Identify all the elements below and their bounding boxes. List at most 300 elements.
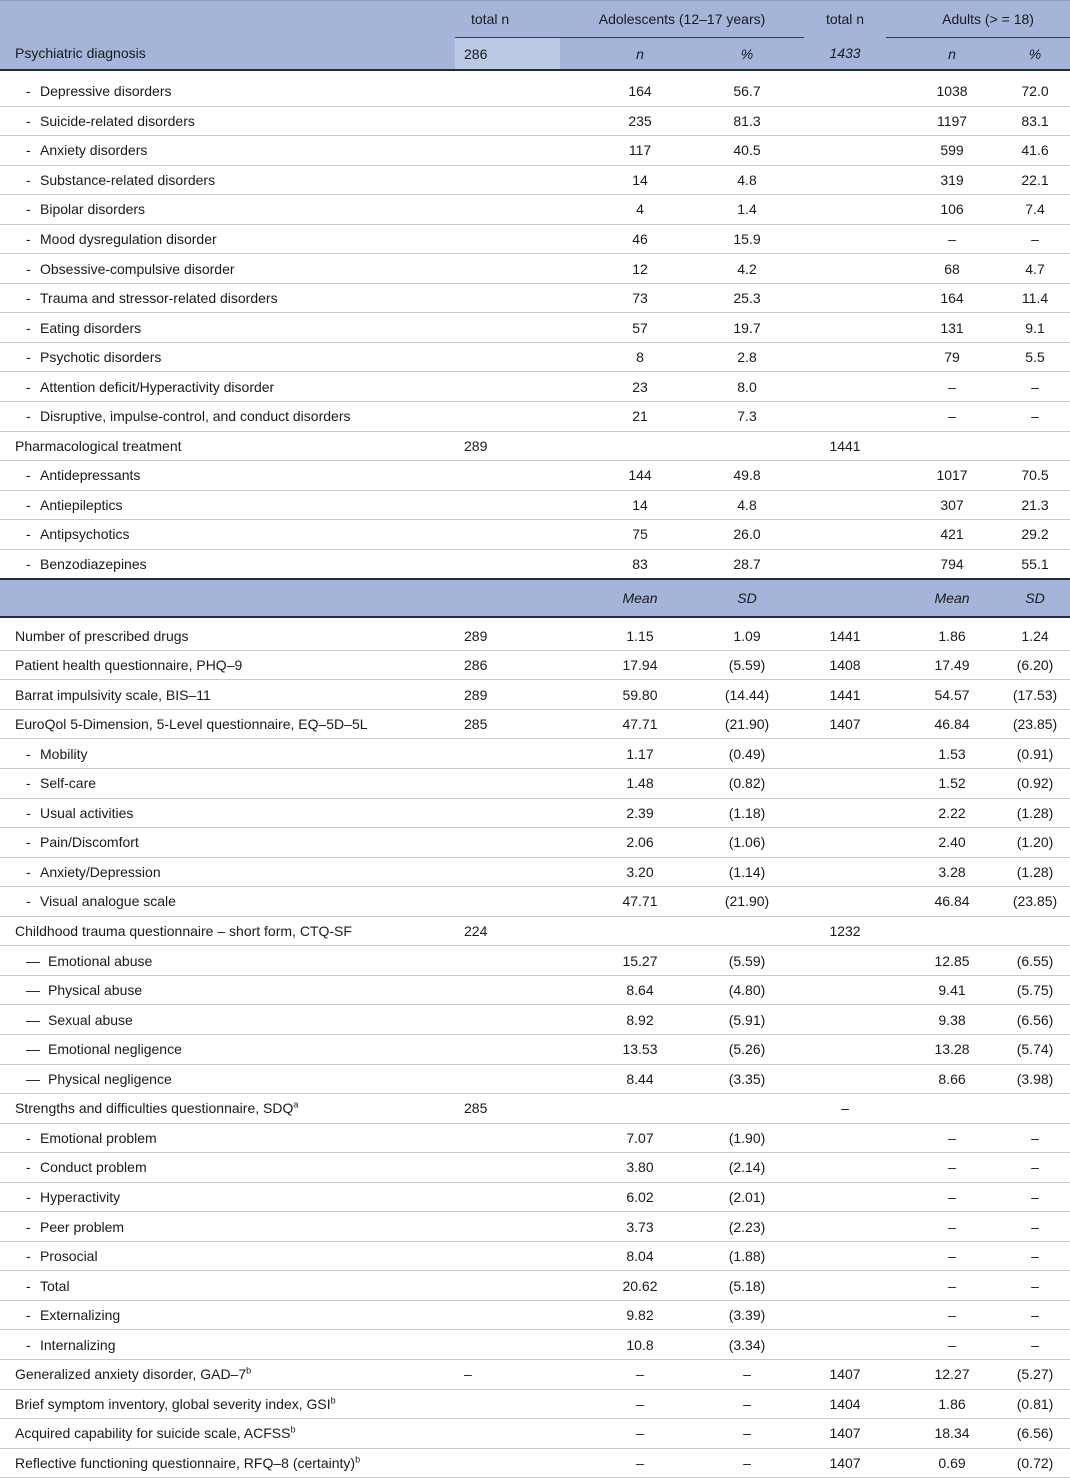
scale-label-text: Strengths and difficulties questionnaire, SDQ <box>15 1100 294 1117</box>
adult-scale-row <box>0 1419 1070 1449</box>
adolescent-mean: 3.73 <box>560 1212 660 1242</box>
adolescent-total-cell <box>455 887 560 917</box>
header-adult-n: n <box>886 38 998 71</box>
adult-total: 1407 <box>804 1448 886 1478</box>
eq5d-item-row <box>0 828 1070 858</box>
adult-total-cell <box>804 828 886 858</box>
empty-cell <box>804 579 886 617</box>
adolescent-mean: 1.48 <box>560 769 660 799</box>
adolescent-pct: 4.2 <box>660 254 804 284</box>
diagnosis-label: - Substance-related disorders <box>0 165 455 195</box>
adolescent-mean: – <box>560 1359 660 1389</box>
diagnosis-label: - Obsessive-compulsive disorder <box>0 254 455 284</box>
adult-mean: – <box>886 1330 998 1360</box>
item-label: — Sexual abuse <box>0 1005 455 1035</box>
adolescent-total-cell <box>455 195 560 225</box>
adult-pct: 5.5 <box>998 342 1070 372</box>
item-label: - Anxiety/Depression <box>0 857 455 887</box>
adolescent-sd: (3.35) <box>660 1064 804 1094</box>
pharma-row <box>0 520 1070 550</box>
adult-mean: 13.28 <box>886 1034 998 1064</box>
adolescent-pct: 40.5 <box>660 136 804 166</box>
adult-total-cell <box>804 1241 886 1271</box>
adult-sd: (6.20) <box>998 650 1070 680</box>
mean-sd-subheader-row <box>0 579 1070 617</box>
empty-cell <box>886 431 998 461</box>
empty-cell <box>660 916 804 946</box>
adolescent-mean: 9.82 <box>560 1300 660 1330</box>
adult-n: 106 <box>886 195 998 225</box>
adolescent-sd: – <box>660 1419 804 1449</box>
scale-label-text: EuroQol 5-Dimension, 5-Level questionnaire, EQ–5D–5L <box>15 716 368 733</box>
adult-total: – <box>804 1094 886 1124</box>
adolescent-sd: (2.14) <box>660 1153 804 1183</box>
header-adults: Adults (> = 18) <box>886 1 1070 38</box>
adult-mean: 17.49 <box>886 650 998 680</box>
adolescent-total-cell <box>455 283 560 313</box>
adult-mean: 2.40 <box>886 828 998 858</box>
adolescent-total-cell <box>455 549 560 579</box>
adolescent-total-cell <box>455 1123 560 1153</box>
footnote-marker: b <box>330 1395 336 1406</box>
adolescent-sd-header: SD <box>660 579 804 617</box>
adult-n: 131 <box>886 313 998 343</box>
adolescent-mean: 17.94 <box>560 650 660 680</box>
adolescent-mean: 1.17 <box>560 739 660 769</box>
adult-total-cell <box>804 1034 886 1064</box>
adolescent-total-cell <box>455 1300 560 1330</box>
adult-sd: (6.56) <box>998 1419 1070 1449</box>
pharma-item-label: - Antiepileptics <box>0 490 455 520</box>
adolescent-mean: 6.02 <box>560 1182 660 1212</box>
sdq-item-row <box>0 1330 1070 1360</box>
adolescent-total-cell <box>455 1034 560 1064</box>
diagnosis-row <box>0 283 1070 313</box>
item-label: - Hyperactivity <box>0 1182 455 1212</box>
adult-total-cell <box>804 1153 886 1183</box>
adolescent-total: 289 <box>455 680 560 710</box>
header-adult-pct: % <box>998 38 1070 71</box>
adolescent-mean: 59.80 <box>560 680 660 710</box>
ctq-item-row <box>0 1005 1070 1035</box>
adolescent-total-cell <box>455 136 560 166</box>
adult-total-cell <box>804 739 886 769</box>
adult-mean: 46.84 <box>886 709 998 739</box>
adolescent-mean: 8.04 <box>560 1241 660 1271</box>
adult-mean: 9.41 <box>886 975 998 1005</box>
adult-pct: 22.1 <box>998 165 1070 195</box>
adult-total: 1441 <box>804 680 886 710</box>
adult-mean: – <box>886 1300 998 1330</box>
adult-total-cell <box>804 402 886 432</box>
header-total-n-adolescents: total n <box>455 1 560 38</box>
empty-cell <box>560 916 660 946</box>
diagnosis-row <box>0 195 1070 225</box>
adolescent-total-cell <box>455 520 560 550</box>
adolescent-pct: 4.8 <box>660 490 804 520</box>
adult-mean: – <box>886 1123 998 1153</box>
header-total-n-adults: total n <box>804 1 886 38</box>
scale-label <box>0 916 455 946</box>
adult-n: – <box>886 372 998 402</box>
adult-sd: – <box>998 1182 1070 1212</box>
adolescent-n: 73 <box>560 283 660 313</box>
adult-total-cell <box>804 549 886 579</box>
adult-mean: 0.69 <box>886 1448 998 1478</box>
adult-sd: (6.55) <box>998 946 1070 976</box>
pharma-adult-total: 1441 <box>804 431 886 461</box>
diagnosis-row <box>0 77 1070 106</box>
adolescent-pct: 19.7 <box>660 313 804 343</box>
adolescent-total-cell <box>455 1064 560 1094</box>
scale-label-text: Reflective functioning questionnaire, RFQ–8 (certainty) <box>15 1454 356 1471</box>
diagnosis-label: - Eating disorders <box>0 313 455 343</box>
adolescent-total: 285 <box>455 709 560 739</box>
pharma-row <box>0 461 1070 491</box>
eq5d-row <box>0 709 1070 739</box>
scale-label-text: Barrat impulsivity scale, BIS–11 <box>15 686 211 703</box>
adult-mean: 1.53 <box>886 739 998 769</box>
pharma-item-label: - Antipsychotics <box>0 520 455 550</box>
adolescent-pct: 15.9 <box>660 224 804 254</box>
adult-total: 1232 <box>804 916 886 946</box>
adult-total-cell <box>804 372 886 402</box>
diagnosis-label: - Depressive disorders <box>0 77 455 106</box>
item-label: - Visual analogue scale <box>0 887 455 917</box>
diagnosis-label: - Bipolar disorders <box>0 195 455 225</box>
adolescent-n: 57 <box>560 313 660 343</box>
diagnosis-row <box>0 254 1070 284</box>
adult-total-cell <box>804 769 886 799</box>
adolescent-n: 235 <box>560 106 660 136</box>
header-adolescent-n: n <box>560 38 660 71</box>
footnote-marker: a <box>293 1099 299 1110</box>
ctq-item-row <box>0 946 1070 976</box>
diagnosis-label: - Attention deficit/Hyperactivity disorder <box>0 372 455 402</box>
adult-total-cell <box>804 283 886 313</box>
adult-sd: – <box>998 1212 1070 1242</box>
adolescent-pct: 81.3 <box>660 106 804 136</box>
adult-total-cell <box>804 520 886 550</box>
empty-cell <box>455 579 560 617</box>
sdq-item-row <box>0 1300 1070 1330</box>
scale-label <box>0 709 455 739</box>
adult-n: 319 <box>886 165 998 195</box>
adult-mean: 8.66 <box>886 1064 998 1094</box>
spacer-row <box>0 70 1070 77</box>
adult-mean: 9.38 <box>886 1005 998 1035</box>
adolescent-n: 83 <box>560 549 660 579</box>
footnote-marker: b <box>290 1424 296 1435</box>
adult-sd: 1.24 <box>998 621 1070 650</box>
adult-total-cell <box>804 946 886 976</box>
adult-mean: 1.86 <box>886 1389 998 1419</box>
adult-mean: 12.85 <box>886 946 998 976</box>
adult-sd: (5.75) <box>998 975 1070 1005</box>
adult-total-cell <box>804 342 886 372</box>
adult-sd: (23.85) <box>998 887 1070 917</box>
adolescent-sd: (5.26) <box>660 1034 804 1064</box>
adolescent-total-cell <box>455 828 560 858</box>
scale-label <box>0 650 455 680</box>
empty-cell <box>998 916 1070 946</box>
adolescent-total-cell <box>455 77 560 106</box>
adolescent-total: 286 <box>455 650 560 680</box>
sdq-item-row <box>0 1271 1070 1301</box>
item-label: - Mobility <box>0 739 455 769</box>
sdq-item-row <box>0 1153 1070 1183</box>
eq5d-item-row <box>0 798 1070 828</box>
adolescent-mean: 47.71 <box>560 709 660 739</box>
adult-pct: 9.1 <box>998 313 1070 343</box>
adult-sd: – <box>998 1271 1070 1301</box>
adult-sd: – <box>998 1123 1070 1153</box>
adult-total-cell <box>804 224 886 254</box>
adult-mean: 18.34 <box>886 1419 998 1449</box>
adolescent-total: 224 <box>455 916 560 946</box>
adult-total-cell <box>804 313 886 343</box>
adolescent-total <box>455 1419 560 1449</box>
adolescent-mean: 7.07 <box>560 1123 660 1153</box>
adult-total-cell <box>804 77 886 106</box>
adult-pct: – <box>998 224 1070 254</box>
adult-total-cell <box>804 887 886 917</box>
adult-n: 1197 <box>886 106 998 136</box>
adolescent-mean-header: Mean <box>560 579 660 617</box>
pharma-item-label: - Antidepressants <box>0 461 455 491</box>
adult-sd-header: SD <box>998 579 1070 617</box>
adolescent-sd: – <box>660 1359 804 1389</box>
adolescent-sd: – <box>660 1389 804 1419</box>
adult-mean: 46.84 <box>886 887 998 917</box>
adult-sd: (0.72) <box>998 1448 1070 1478</box>
adolescent-sd: 1.09 <box>660 621 804 650</box>
adolescent-total-cell <box>455 490 560 520</box>
adult-total: 1407 <box>804 1419 886 1449</box>
adolescent-sd: – <box>660 1448 804 1478</box>
adolescent-sd: (1.88) <box>660 1241 804 1271</box>
adolescent-n: 164 <box>560 77 660 106</box>
adult-n: 307 <box>886 490 998 520</box>
diagnosis-row <box>0 372 1070 402</box>
item-label: — Physical abuse <box>0 975 455 1005</box>
adolescent-mean: 8.44 <box>560 1064 660 1094</box>
adolescent-total-cell <box>455 165 560 195</box>
adult-n: 1038 <box>886 77 998 106</box>
adult-mean: – <box>886 1271 998 1301</box>
adult-n: 1017 <box>886 461 998 491</box>
adult-mean-header: Mean <box>886 579 998 617</box>
item-label: — Physical negligence <box>0 1064 455 1094</box>
adult-sd: (23.85) <box>998 709 1070 739</box>
adolescent-n: 75 <box>560 520 660 550</box>
scale-label-text: Generalized anxiety disorder, GAD–7 <box>15 1366 247 1383</box>
scale-label-text: Number of prescribed drugs <box>15 627 189 644</box>
adolescent-mean: 3.80 <box>560 1153 660 1183</box>
diagnosis-label: - Anxiety disorders <box>0 136 455 166</box>
sdq-item-row <box>0 1241 1070 1271</box>
adult-sd: (5.74) <box>998 1034 1070 1064</box>
prescribed-drugs-row <box>0 621 1070 650</box>
adult-total-cell <box>804 975 886 1005</box>
adolescent-sd: (0.82) <box>660 769 804 799</box>
scale-label <box>0 621 455 650</box>
adult-sd: – <box>998 1330 1070 1360</box>
adolescent-n: 144 <box>560 461 660 491</box>
adolescent-total-cell <box>455 1005 560 1035</box>
adolescent-pct: 28.7 <box>660 549 804 579</box>
adult-total-cell <box>804 798 886 828</box>
adult-sd: (6.56) <box>998 1005 1070 1035</box>
adolescent-sd: (4.80) <box>660 975 804 1005</box>
item-label: - Internalizing <box>0 1330 455 1360</box>
empty-cell <box>560 431 660 461</box>
adult-mean: – <box>886 1182 998 1212</box>
pharma-row <box>0 490 1070 520</box>
scale-label <box>0 680 455 710</box>
adult-pct: 83.1 <box>998 106 1070 136</box>
scale-label-text: Acquired capability for suicide scale, ACFSS <box>15 1425 291 1442</box>
adolescent-total-cell <box>455 1330 560 1360</box>
adult-total-cell <box>804 857 886 887</box>
scale-label-text: Brief symptom inventory, global severity index, GSI <box>15 1395 331 1412</box>
adolescent-pct: 7.3 <box>660 402 804 432</box>
adolescent-n: 14 <box>560 165 660 195</box>
adolescent-total-cell <box>455 1241 560 1271</box>
adult-mean: – <box>886 1241 998 1271</box>
adult-sd: – <box>998 1241 1070 1271</box>
adult-total-cell <box>804 1330 886 1360</box>
adult-n: 794 <box>886 549 998 579</box>
adolescent-mean: 1.15 <box>560 621 660 650</box>
adolescent-total-cell <box>455 224 560 254</box>
scale-label <box>0 1448 455 1478</box>
diagnosis-row <box>0 313 1070 343</box>
adolescent-mean: 2.06 <box>560 828 660 858</box>
adult-mean: 3.28 <box>886 857 998 887</box>
adolescent-total: 289 <box>455 621 560 650</box>
adult-mean: 1.52 <box>886 769 998 799</box>
adult-pct: 70.5 <box>998 461 1070 491</box>
scale-label-text: Patient health questionnaire, PHQ–9 <box>15 657 243 674</box>
adult-pct: 4.7 <box>998 254 1070 284</box>
footnote-marker: b <box>355 1454 361 1465</box>
adolescent-total-cell <box>455 769 560 799</box>
adolescent-n: 8 <box>560 342 660 372</box>
adult-total-cell <box>804 1064 886 1094</box>
scale-label-text: Childhood trauma questionnaire – short form, CTQ-SF <box>15 923 352 940</box>
adult-n: – <box>886 224 998 254</box>
diagnosis-label: - Suicide-related disorders <box>0 106 455 136</box>
diagnosis-row <box>0 165 1070 195</box>
scale-label <box>0 1359 455 1389</box>
adolescent-total: – <box>455 1359 560 1389</box>
ctq-item-row <box>0 1064 1070 1094</box>
header-adolescent-pct: % <box>660 38 804 71</box>
adult-total-cell <box>804 1182 886 1212</box>
adult-total-cell <box>804 1212 886 1242</box>
adolescent-total-cell <box>455 1271 560 1301</box>
adolescent-total-cell <box>455 739 560 769</box>
adolescent-pct: 49.8 <box>660 461 804 491</box>
adult-mean: 12.27 <box>886 1359 998 1389</box>
pharma-row <box>0 549 1070 579</box>
adult-mean: 54.57 <box>886 680 998 710</box>
pharma-label: Pharmacological treatment <box>0 431 455 461</box>
empty-cell <box>560 1094 660 1124</box>
adolescent-sd: (14.44) <box>660 680 804 710</box>
adult-sd: (17.53) <box>998 680 1070 710</box>
pharma-item-label: - Benzodiazepines <box>0 549 455 579</box>
adult-scale-row <box>0 1389 1070 1419</box>
adolescent-total-cell <box>455 975 560 1005</box>
adult-pct: 21.3 <box>998 490 1070 520</box>
adolescent-total-cell <box>455 461 560 491</box>
scale-label <box>0 1094 455 1124</box>
adolescent-total <box>455 1389 560 1419</box>
adult-scale-row <box>0 1448 1070 1478</box>
adolescent-total-cell <box>455 254 560 284</box>
adult-scale-row <box>0 1359 1070 1389</box>
item-label: - Emotional problem <box>0 1123 455 1153</box>
adolescent-mean: 3.20 <box>560 857 660 887</box>
adult-sd: (5.27) <box>998 1359 1070 1389</box>
adolescent-sd: (0.49) <box>660 739 804 769</box>
adult-sd: (1.28) <box>998 857 1070 887</box>
adolescent-total-cell <box>455 402 560 432</box>
adult-pct: – <box>998 402 1070 432</box>
adolescent-n: 12 <box>560 254 660 284</box>
adult-n: – <box>886 402 998 432</box>
adolescent-n: 21 <box>560 402 660 432</box>
adolescent-sd: (1.18) <box>660 798 804 828</box>
pharma-adolescent-total: 289 <box>455 431 560 461</box>
diagnosis-row <box>0 136 1070 166</box>
adolescent-total: 285 <box>455 1094 560 1124</box>
eq5d-item-row <box>0 887 1070 917</box>
adolescent-sd: (5.59) <box>660 650 804 680</box>
header-section-psychiatric-diagnosis: Psychiatric diagnosis <box>0 38 455 71</box>
adult-total-cell <box>804 254 886 284</box>
item-label: — Emotional negligence <box>0 1034 455 1064</box>
sdq-item-row <box>0 1123 1070 1153</box>
adult-sd: (3.98) <box>998 1064 1070 1094</box>
adult-n: 68 <box>886 254 998 284</box>
adolescent-mean: – <box>560 1419 660 1449</box>
adult-pct: – <box>998 372 1070 402</box>
adult-total-cell <box>804 461 886 491</box>
adult-sd: – <box>998 1153 1070 1183</box>
sdq-item-row <box>0 1212 1070 1242</box>
scale-label <box>0 1389 455 1419</box>
diagnosis-row <box>0 402 1070 432</box>
adolescent-pct: 2.8 <box>660 342 804 372</box>
item-label: - Externalizing <box>0 1300 455 1330</box>
adult-total-cell <box>804 106 886 136</box>
diagnosis-label: - Psychotic disorders <box>0 342 455 372</box>
adult-sd: (1.28) <box>998 798 1070 828</box>
sdq-item-row <box>0 1182 1070 1212</box>
adolescent-sd: (5.91) <box>660 1005 804 1035</box>
adult-total: 1404 <box>804 1389 886 1419</box>
adolescent-mean: 10.8 <box>560 1330 660 1360</box>
pharma-header-row <box>0 431 1070 461</box>
item-label: — Emotional abuse <box>0 946 455 976</box>
adolescent-sd: (3.34) <box>660 1330 804 1360</box>
adult-n: 79 <box>886 342 998 372</box>
adolescent-sd: (1.90) <box>660 1123 804 1153</box>
adolescent-n: 23 <box>560 372 660 402</box>
